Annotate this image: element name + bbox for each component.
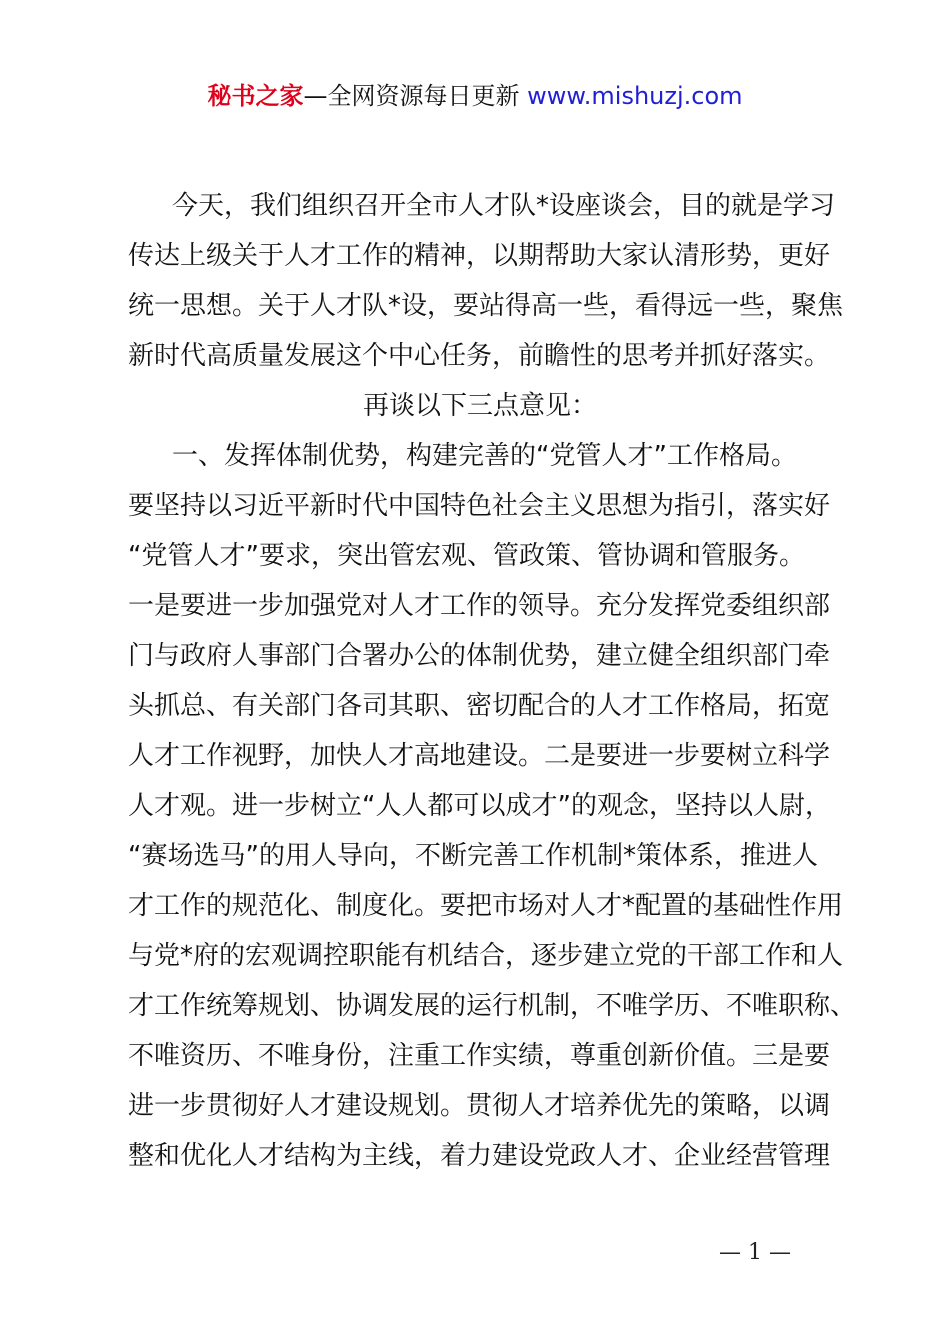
website-link[interactable]: www.mishuzj.com [527,82,743,110]
page-number: — 1 — [719,1240,791,1265]
text-line: “赛场选马”的用人导向，不断完善工作机制*策体系，推进人 [128,841,818,871]
text-line: 人才观。进一步树立“人人都可以成才”的观念，坚持以人尉， [128,791,831,821]
text-line: 才工作统筹规划、协调发展的运行机制，不唯学历、不唯职称、 [128,991,857,1021]
page-header [0,80,950,112]
text-line: 才工作的规范化、制度化。要把市场对人才*配置的基础性作用 [128,891,844,921]
section-heading: 一、发挥体制优势，构建完善的“党管人才”工作格局。 [172,441,797,471]
text-line: 今天，我们组织召开全市人才队*设座谈会，目的就是学习 [172,191,836,221]
text-line: 传达上级关于人才工作的精神，以期帮助大家认清形势，更好 [128,241,831,271]
text-line: “党管人才”要求，突出管宏观、管政策、管协调和管服务。 [128,541,805,571]
text-line: 与党*府的宏观调控职能有机结合，逐步建立党的干部工作和人 [128,941,844,971]
document-body [128,181,857,1181]
text-line: 整和优化人才结构为主线，着力建设党政人才、企业经营管理 [128,1141,831,1171]
header-tagline: —全网资源每日更新 [303,82,528,110]
text-line: 门与政府人事部门合署办公的体制优势，建立健全组织部门牵 [128,641,831,671]
text-line: 进一步贯彻好人才建设规划。贯彻人才培养优先的策略，以调 [128,1091,831,1121]
text-line: 统一思想。关于人才队*设，要站得高一些，看得远一些，聚焦 [128,291,844,321]
brand-name: 秘书之家 [207,82,304,110]
text-line: 头抓总、有关部门各司其职、密切配合的人才工作格局，拓宽 [128,691,831,721]
text-line: 一是要进一步加强党对人才工作的领导。充分发挥党委组织部 [128,591,831,621]
text-line: 人才工作视野，加快人才高地建设。二是要进一步要树立科学 [128,741,831,771]
text-line: 要坚持以习近平新时代中国特色社会主义思想为指引，落实好 [128,491,831,521]
text-line: 新时代高质量发展这个中心任务，前瞻性的思考并抓好落实。 [128,341,831,371]
text-line: 再谈以下三点意见： [362,391,597,421]
text-line: 不唯资历、不唯身份，注重工作实绩，尊重创新价值。三是要 [128,1041,831,1071]
